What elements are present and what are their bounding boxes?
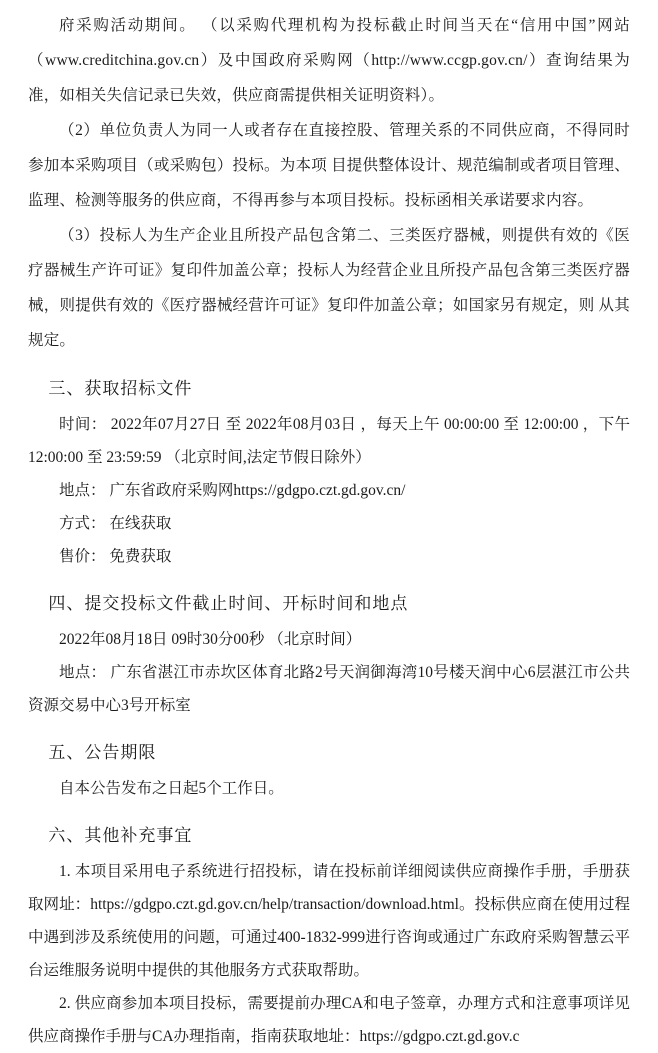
section-3-time: 时间： 2022年07月27日 至 2022年08月03日 ，每天上午 00:00:00 至 12:00:00 ，下午 12:00:00 至 23:59:59 （北京时间,法定节假日除外）	[28, 416, 630, 466]
section-6-heading: 六、其他补充事宜	[48, 826, 193, 845]
section-6-item-1: 1. 本项目采用电子系统进行招投标，请在投标前详细阅读供应商操作手册，手册获取网址：https://gdgpo.czt.gd.gov.cn/help/transaction/download.html。投标供应商在使用过程中遇到涉及系统使用的问题，可通过400-1832-999进行咨询或通过广东政府采购智慧云平台运维服务说明中提供的其他服务方式获取帮助。	[28, 863, 630, 979]
section-3-method: 方式： 在线获取	[59, 515, 172, 532]
section-3-place: 地点： 广东省政府采购网https://gdgpo.czt.gd.gov.cn/	[59, 482, 406, 499]
section-5-period: 自本公告发布之日起5个工作日。	[59, 780, 284, 797]
section-3-price: 售价： 免费获取	[59, 548, 172, 565]
section-4-place: 地点： 广东省湛江市赤坎区体育北路2号天润御海湾10号楼天润中心6层湛江市公共资源交易中心3号开标室	[28, 664, 630, 714]
section-6	[28, 819, 630, 1053]
section-4-deadline: 2022年08月18日 09时30分00秒 （北京时间）	[59, 631, 362, 648]
section-3-heading: 三、获取招标文件	[48, 379, 193, 398]
section-6-item-2: 2. 供应商参加本项目投标，需要提前办理CA和电子签章，办理方式和注意事项详见供应商操作手册与CA办理指南，指南获取地址：https://gdgpo.czt.gd.gov.c	[28, 995, 630, 1045]
section-4	[28, 587, 630, 722]
paragraph-item-2: （2）单位负责人为同一人或者存在直接控股、管理关系的不同供应商，不得同时参加本采购项目（或采购包）投标。为本项 目提供整体设计、规范编制或者项目管理、监理、检测等服务的供应商，不得再参与本项目投标。投标函相关承诺要求内容。	[28, 122, 630, 209]
paragraph-item-3: （3）投标人为生产企业且所投产品包含第二、三类医疗器械，则提供有效的《医疗器械生产许可证》复印件加盖公章；投标人为经营企业且所投产品包含第三类医疗器械，则提供有效的《医疗器械经营许可证》复印件加盖公章；如国家另有规定，则 从其规定。	[28, 227, 630, 349]
paragraph-continued: 府采购活动期间。 （以采购代理机构为投标截止时间当天在“信用中国”网站（www.creditchina.gov.cn）及中国政府采购网（http://www.ccgp.gov.cn/）查询结果为准，如相关失信记录已失效，供应商需提供相关证明资料）。	[28, 17, 630, 104]
section-5-heading: 五、公告期限	[48, 743, 157, 762]
section-5	[28, 736, 630, 805]
section-4-heading: 四、提交投标文件截止时间、开标时间和地点	[48, 594, 409, 613]
section-3	[28, 372, 630, 573]
